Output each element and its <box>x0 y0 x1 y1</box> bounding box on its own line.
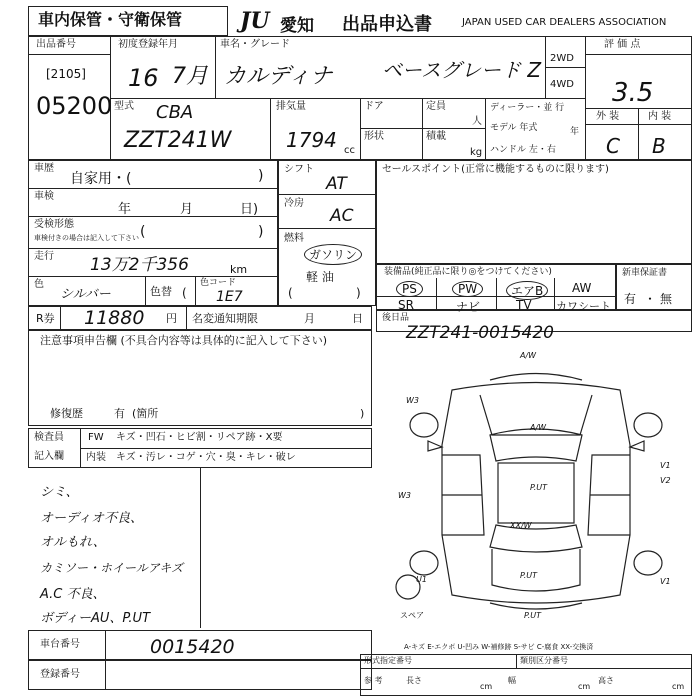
damage-rear-window: XX/W <box>510 521 532 530</box>
mileage-label: 走行 <box>34 251 54 262</box>
equipment-navi: ナビ <box>456 300 481 314</box>
model-year-label: モデル 年式 <box>490 123 538 133</box>
stamp-label: 後日品 <box>382 313 410 323</box>
remark-6: ボディーAU、P.UT <box>40 611 151 626</box>
equipment-tv: TV <box>516 298 532 312</box>
interior-items: キズ・汚レ・コゲ・穴・臭・キレ・破レ <box>116 452 296 463</box>
equipment-leather: カワシート <box>556 300 611 313</box>
vehicle-name: カルディナ <box>224 64 333 89</box>
spare-label: スペア <box>400 611 424 620</box>
load-label: 積載 <box>426 131 446 142</box>
registration-month: 7月 <box>172 64 208 89</box>
inspection-year: 年 <box>118 202 132 217</box>
form-title: 出品申込書 <box>342 14 432 35</box>
history-label: 車歴 <box>34 163 54 174</box>
fuel-paren-close: ) <box>356 286 361 300</box>
model-label: 型式 <box>114 101 134 112</box>
warranty-label: 新車保証書 <box>622 268 668 278</box>
damage-left-rear: U1 <box>416 575 427 584</box>
warranty-no: 無 <box>660 292 673 306</box>
shape-label: 形状 <box>364 131 384 142</box>
vehicle-name-label: 車名・グレード <box>220 39 290 50</box>
fuel-paren-open: ( <box>288 286 293 300</box>
deadline-month: 月 <box>304 312 315 325</box>
registration-label: 初度登録年月 <box>118 39 178 50</box>
sales-points-block <box>376 160 692 264</box>
deadline-label: 名変通知期限 <box>192 312 258 325</box>
fw-label: FW <box>88 432 104 443</box>
repair-suffix: (箇所 <box>132 407 159 420</box>
model-year-unit: 年 <box>570 127 580 137</box>
repaint-label: 色替 <box>150 285 172 298</box>
shift-label: シフト <box>284 164 314 175</box>
lot-code: [2105] <box>46 67 86 81</box>
sales-points-label: セールスポイント(正常に機能するものに限ります) <box>382 164 609 175</box>
width-unit: cm <box>578 682 591 691</box>
chassis-value: 0015420 <box>150 636 235 658</box>
displacement-unit: cc <box>344 145 355 156</box>
lot-number: 05200 <box>36 92 113 120</box>
fuel-diesel: 軽 油 <box>306 270 334 284</box>
remark-3: オルもれ、 <box>40 535 106 550</box>
storage-type-label: 車内保管・守衛保管 <box>38 10 183 29</box>
equipment-airbag: エアB <box>506 281 548 300</box>
repair-label: 修復歴 <box>50 407 83 420</box>
recycle-fee-unit: 円 <box>166 312 177 325</box>
equipment-label: 装備品(純正品に限り◎をつけてください) <box>384 267 552 277</box>
height-label: 高さ <box>598 676 614 685</box>
acceptance-open: ( <box>140 224 146 240</box>
interior-label: 内 装 <box>648 111 672 122</box>
damage-right-fender-2: V2 <box>660 476 671 485</box>
interior-inspect-label: 内装 <box>86 452 106 463</box>
capacity-label: 定員 <box>426 101 446 112</box>
remark-2: オーディオ不良、 <box>40 511 143 526</box>
registration-number-label: 登録番号 <box>40 669 80 680</box>
acceptance-close: ) <box>258 224 264 240</box>
load-unit: kg <box>470 147 483 158</box>
ju-logo: JU <box>240 8 270 34</box>
damage-w3-front-left: W3 <box>406 396 419 405</box>
stamp-value: ZZT241-0015420 <box>406 323 554 343</box>
repair-value: 有 <box>114 407 125 420</box>
damage-roof: P.UT <box>530 483 548 492</box>
damage-legend: A-キズ E-エクボ U-凹み W-補修跡 S-サビ C-腐食 XX-交換済 <box>404 643 594 651</box>
exterior-grade: C <box>606 134 620 158</box>
remark-1: シミ、 <box>40 485 79 500</box>
chassis-label: 車台番号 <box>40 639 80 650</box>
handle-label: ハンドル 左・右 <box>490 145 556 155</box>
equipment-ps: PS <box>396 281 423 297</box>
warranty-sep: ・ <box>644 292 657 306</box>
displacement-value: 1794 <box>286 128 337 152</box>
remark-5: A.C 不良、 <box>40 587 106 602</box>
color-label: 色 <box>34 279 44 290</box>
brand-name: 愛知 <box>280 16 314 36</box>
capacity-unit: 人 <box>472 116 482 127</box>
remark-4: カミソー・ホイールアキズ <box>40 561 184 575</box>
aircon-value: AC <box>330 206 354 226</box>
acceptance-label: 受検形態 <box>34 219 74 230</box>
doors-label: ドア <box>364 101 384 112</box>
warranty-yes: 有 <box>624 292 637 306</box>
inspection-label: 車検 <box>34 191 54 202</box>
model-prefix: CBA <box>156 102 194 123</box>
inspector-label: 検査員 <box>34 432 64 443</box>
displacement-label: 排気量 <box>276 101 306 112</box>
model-code: ZZT241W <box>124 128 232 153</box>
acceptance-sub: 車検付きの場合は記入して下さい <box>34 234 139 242</box>
shift-value: AT <box>326 174 347 194</box>
length-label: 長さ <box>406 676 422 685</box>
length-unit: cm <box>480 682 493 691</box>
entry-label: 記入欄 <box>34 451 64 462</box>
history-value: 自家用・( <box>70 171 132 187</box>
registration-year: 16 <box>128 64 159 92</box>
equipment-pw: PW <box>452 281 483 297</box>
aircon-label: 冷房 <box>284 198 304 209</box>
color-value: シルバー <box>60 287 111 302</box>
mileage-value: 13万2千356 <box>90 255 189 275</box>
damage-hood: A/W <box>530 423 547 432</box>
repair-close: ) <box>360 407 365 420</box>
exterior-label: 外 装 <box>596 111 620 122</box>
recycle-fee-value: 11880 <box>84 307 145 329</box>
damage-front: A/W <box>520 351 537 360</box>
reference-label: 参 考 <box>364 676 383 685</box>
class-number-label: 類別区分番号 <box>520 656 568 665</box>
vehicle-grade: ベースグレード Z <box>382 58 542 82</box>
equipment-sr: SR <box>398 298 414 312</box>
inspection-day: 日) <box>240 202 259 217</box>
notes-label: 注意事項申告欄 (不具合内容等は具体的に記入して下さい) <box>40 334 328 347</box>
dealer-label: ディーラー・並 行 <box>490 103 565 113</box>
history-close: ) <box>258 168 264 184</box>
drive-2wd: 2WD <box>550 53 574 64</box>
fuel-label: 燃料 <box>284 233 304 244</box>
damage-right-rear: V1 <box>660 577 671 586</box>
repaint-paren: ( <box>182 286 187 300</box>
width-label: 幅 <box>508 676 516 685</box>
evaluation-label: 評 価 点 <box>604 39 641 50</box>
fuel-gasoline: ガソリン <box>304 244 362 265</box>
color-code: 1E7 <box>216 289 243 305</box>
fw-items: キズ・凹石・ヒビ割・リペア跡・X要 <box>116 432 283 443</box>
drive-4wd: 4WD <box>550 79 574 90</box>
color-code-label: 色コード <box>200 278 237 288</box>
equipment-aw: AW <box>572 281 592 295</box>
deadline-day: 日 <box>352 312 363 325</box>
mileage-unit: km <box>230 263 248 276</box>
height-unit: cm <box>672 682 685 691</box>
interior-grade: B <box>652 134 666 158</box>
association-name: JAPAN USED CAR DEALERS ASSOCIATION <box>462 17 667 28</box>
type-number-label: 形式指定番号 <box>364 656 412 665</box>
damage-left-side: W3 <box>398 491 411 500</box>
evaluation-score: 3.5 <box>612 78 654 108</box>
damage-tailgate: P.UT <box>520 571 538 580</box>
inspection-month: 月 <box>180 202 194 217</box>
recycle-fee-label: R券 <box>36 312 55 325</box>
damage-right-fender-1: V1 <box>660 461 671 470</box>
damage-rear-bumper: P.UT <box>524 611 542 620</box>
lot-number-label: 出品番号 <box>36 39 76 50</box>
